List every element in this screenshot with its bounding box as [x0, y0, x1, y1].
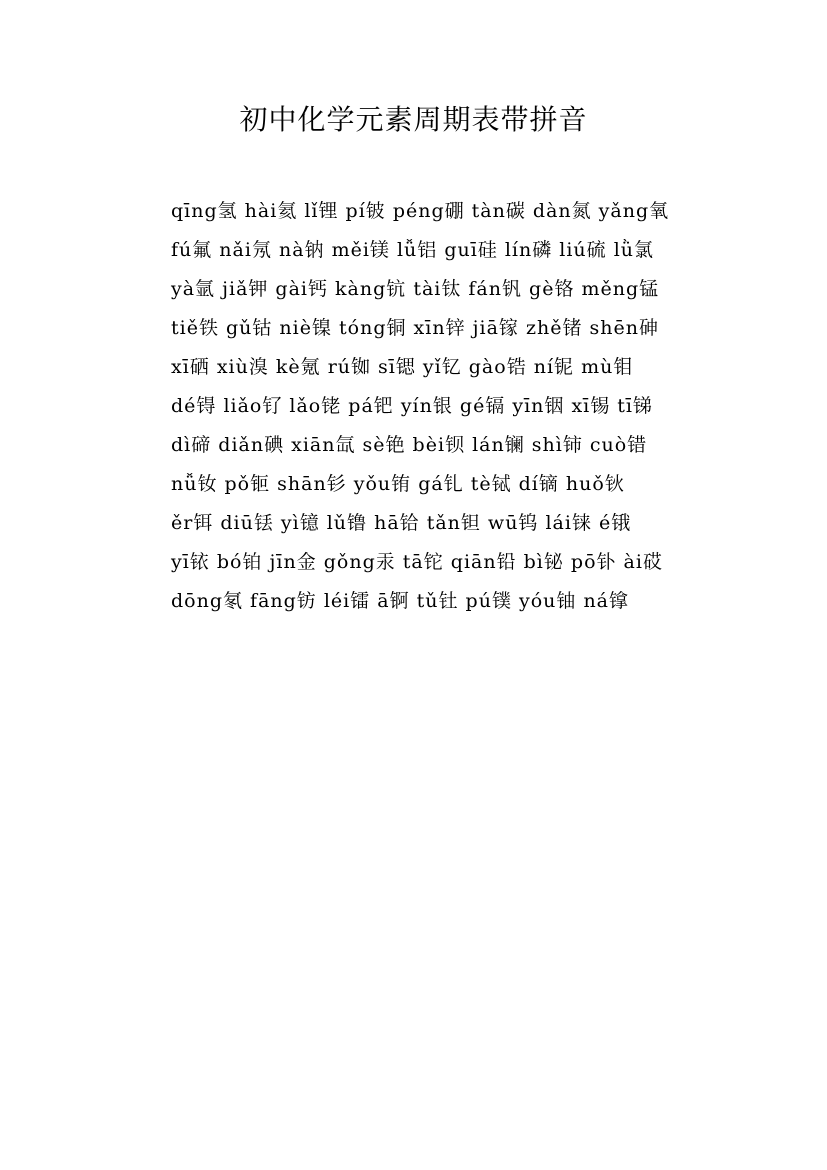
paragraph-5: xī硒 xiù溴 kè氪 rú铷 sī锶 yǐ钇 gào锆 ní铌 mù钼 [171, 356, 634, 378]
paragraph-7: dì碲 diǎn碘 xiān氙 sè铯 bèi钡 lán镧 shì铈 cuò错 [171, 434, 648, 456]
paragraph-2: fú氟 nǎi氖 nà钠 měi镁 lǚ铝 guī硅 lín磷 liú硫 lǜ氯 [171, 239, 655, 261]
document-body [127, 192, 705, 621]
document-title: 初中化学元素周期表带拼音 [239, 103, 588, 136]
paragraph-3: yà氩 jiǎ钾 gài钙 kàng钪 tài钛 fán钒 gè铬 měng锰 [171, 278, 660, 300]
paragraph-1: qīng氢 hài氦 lǐ锂 pí铍 péng硼 tàn碳 dàn氮 yǎng氧 [171, 200, 670, 222]
paragraph-9: ěr铒 diū铥 yì镱 lǔ镥 hā铪 tǎn钽 wū钨 lái铼 é锇 [171, 512, 632, 534]
paragraph-11: dōng氡 fāng钫 léi镭 ā锕 tǔ钍 pú镤 yóu铀 ná镎 [171, 590, 630, 612]
paragraph-4: tiě铁 gǔ钴 niè镍 tóng铜 xīn锌 jiā镓 zhě锗 shēn砷 [171, 317, 659, 339]
paragraph-10: yī铱 bó铂 jīn金 gǒng汞 tā铊 qiān铅 bì铋 pō钋 ài砹 [171, 551, 663, 573]
paragraph-8: nǚ钕 pǒ钷 shān钐 yǒu铕 gá钆 tè铽 dí镝 huǒ钬 [171, 473, 625, 495]
paragraph-6: dé锝 liǎo钌 lǎo铑 pá钯 yín银 gé镉 yīn铟 xī锡 tī锑 [171, 395, 653, 417]
